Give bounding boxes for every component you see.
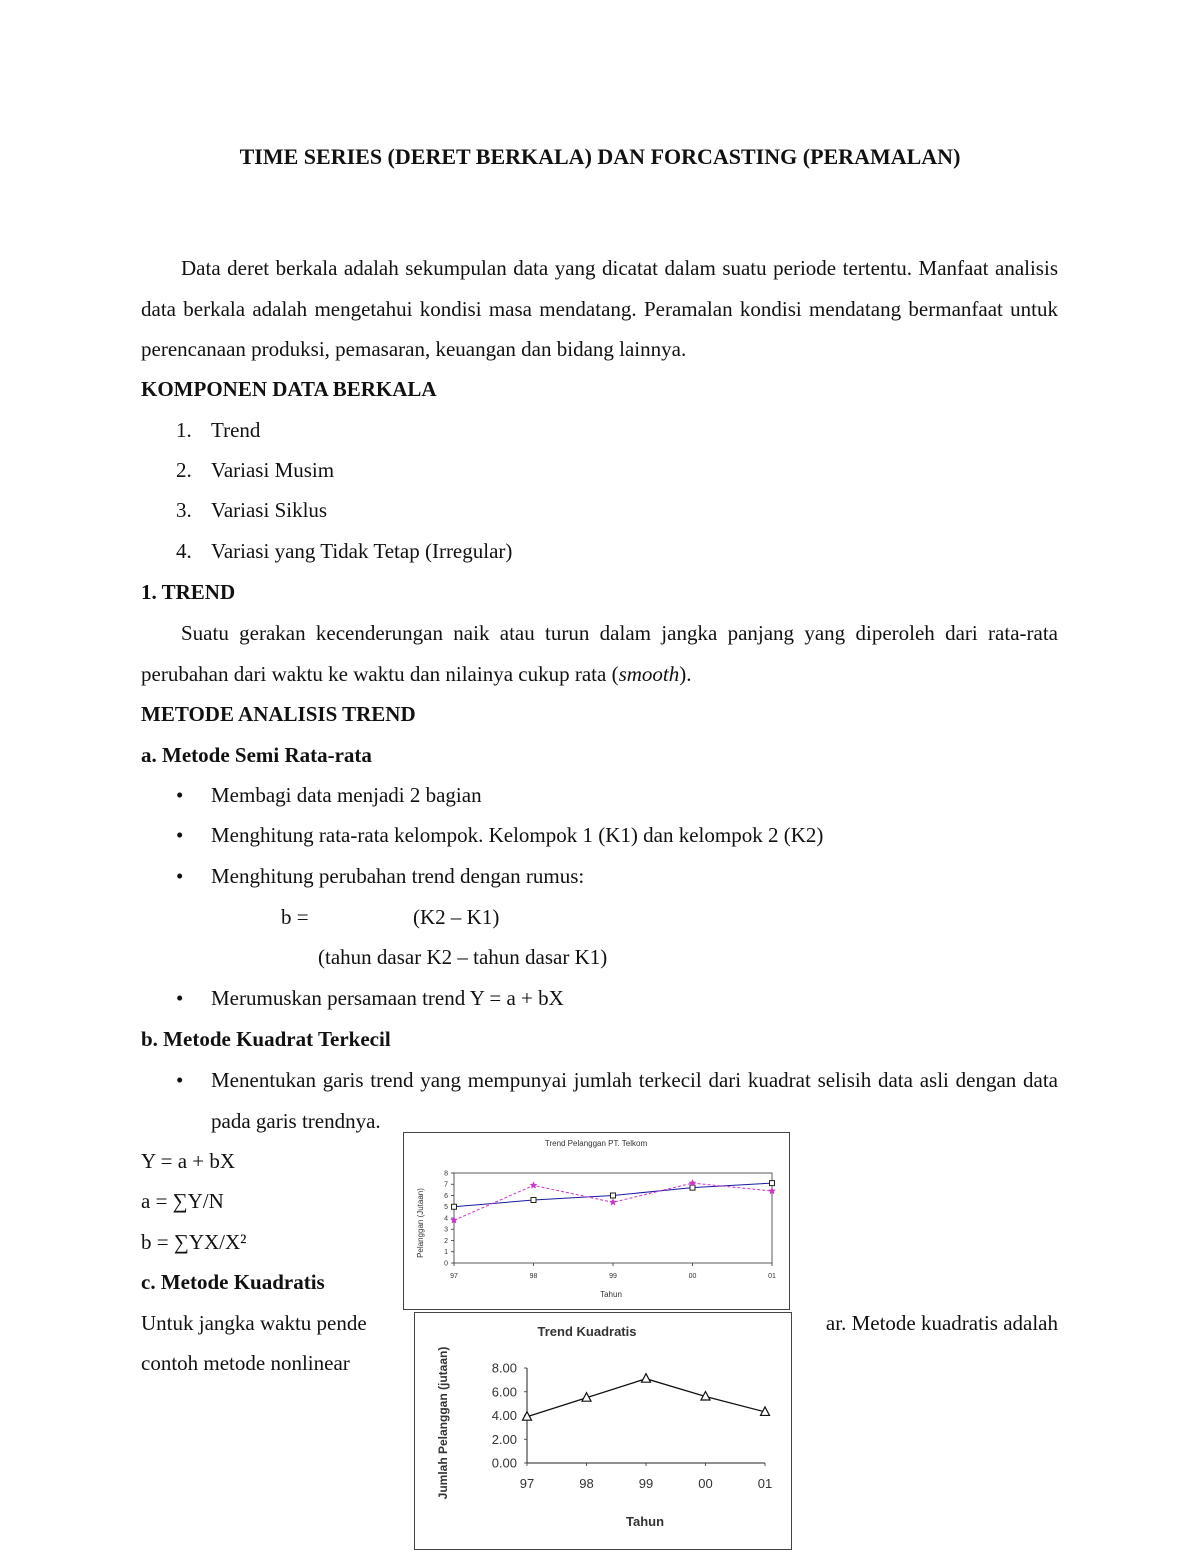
bullet-mark: • [176, 823, 184, 847]
bullet-text: Merumuskan persamaan trend Y = a + bX [211, 986, 564, 1010]
list-number: 3. [176, 498, 192, 522]
trend-italic: smooth [618, 661, 680, 686]
y-tick-label: 6.00 [491, 1384, 517, 1400]
y-tick-label: 4 [444, 1215, 448, 1223]
bullet-text: Menghitung rata-rata kelompok. Kelompok 1 (K1) dan kelompok 2 (K2) [211, 823, 824, 847]
y-tick-label: 7 [444, 1181, 448, 1189]
bullet-mark: • [176, 986, 184, 1010]
bullet-text: Membagi data menjadi 2 bagian [211, 783, 482, 807]
y-tick-label: 1 [444, 1249, 448, 1257]
x-axis-label: Tahun [600, 1290, 622, 1299]
komponen-heading: KOMPONEN DATA BERKALA [141, 377, 437, 401]
bullet-text: Menentukan garis trend yang mempunyai jumlah terkecil dari kuadrat selisih data asli dengan data pada garis trendnya. [211, 1068, 1058, 1133]
data-point [611, 1193, 616, 1198]
chart-title: Trend Pelanggan PT. Telkom [544, 1139, 648, 1148]
list-text: Variasi Siklus [211, 498, 328, 522]
kuadratis-text-line2: contoh metode nonlinear [141, 1351, 350, 1375]
list-number: 1. [176, 418, 192, 442]
formula-numerator: (K2 – K1) [413, 905, 500, 929]
y-tick-label: 2.00 [491, 1431, 517, 1447]
y-tick-label: 0.00 [491, 1455, 517, 1471]
bullet-text: Menghitung perubahan trend dengan rumus: [211, 864, 585, 888]
x-tick-label: 97 [519, 1476, 535, 1491]
chart-title: Trend Kuadratis [537, 1324, 637, 1339]
data-point [770, 1181, 775, 1186]
data-point [531, 1198, 536, 1203]
x-tick-label: 98 [579, 1476, 594, 1491]
x-tick-label: 01 [768, 1273, 776, 1280]
x-tick-label: 99 [609, 1273, 617, 1280]
x-tick-label: 00 [688, 1273, 697, 1280]
trend-paragraph [141, 613, 1058, 694]
chart-telkom [403, 1132, 790, 1310]
list-number: 2. [176, 458, 192, 482]
list-text: Variasi yang Tidak Tetap (Irregular) [211, 539, 513, 563]
y-tick-label: 0 [444, 1260, 448, 1268]
bullet-item [176, 1060, 1058, 1141]
y-tick-label: 2 [444, 1237, 448, 1245]
x-axis-label: Tahun [625, 1514, 665, 1529]
trend-text: Suatu gerakan kecenderungan naik atau turun dalam jangka panjang yang diperoleh dari rata-rata perubahan dari waktu ke waktu dan nilainya cukup rata ( [141, 621, 1058, 686]
formula-denominator: (tahun dasar K2 – tahun dasar K1) [318, 945, 608, 969]
y-tick-label: 8 [444, 1170, 448, 1178]
bullet-item [176, 861, 584, 891]
semi-heading: a. Metode Semi Rata-rata [141, 743, 372, 767]
list-text: Trend [211, 418, 261, 442]
data-point [642, 1374, 651, 1383]
bullet-mark: • [176, 783, 184, 807]
kuadratis-text-left: Untuk jangka waktu pende [141, 1311, 367, 1335]
bullet-item [176, 780, 482, 810]
trend-text-end: ). [679, 661, 692, 686]
equation-b: b = ∑YX/X² [141, 1230, 247, 1254]
chart-telkom-svg [404, 1133, 789, 1309]
intro-text: Data deret berkala adalah sekumpulan data yang dicatat dalam suatu periode tertentu. Manfaat analisis data berkala adalah mengetahui kondisi masa mendatang. Peramalan kondisi mendatang bermanfaat untuk perencanaan produksi, pemasaran, keuangan dan bidang lainnya. [141, 256, 1058, 361]
data-point [610, 1199, 617, 1205]
chart-kuadratis [414, 1312, 792, 1550]
metode-heading: METODE ANALISIS TREND [141, 702, 416, 726]
equation-y: Y = a + bX [141, 1149, 236, 1173]
series-line-1 [527, 1379, 765, 1417]
x-tick-label: 00 [698, 1476, 713, 1491]
y-tick-label: 3 [444, 1226, 448, 1234]
equation-a: a = ∑Y/N [141, 1189, 224, 1213]
list-item [176, 536, 512, 566]
bullet-item [176, 983, 564, 1013]
bullet-mark: • [176, 1068, 184, 1092]
bullet-item [176, 820, 823, 850]
y-axis-label: Jumlah Pelanggan (jutaan) [436, 1346, 450, 1500]
y-axis-label: Pelanggan (Jutaan) [416, 1188, 425, 1258]
data-point [452, 1204, 457, 1209]
formula-lhs: b = [281, 905, 309, 929]
page-title: TIME SERIES (DERET BERKALA) DAN FORCASTING (PERAMALAN) [239, 144, 961, 169]
kuadratis-heading: c. Metode Kuadratis [141, 1270, 325, 1294]
y-tick-label: 4.00 [491, 1408, 517, 1424]
trend-heading: 1. TREND [141, 580, 236, 604]
y-tick-label: 8.00 [491, 1360, 517, 1376]
x-tick-label: 98 [529, 1273, 538, 1280]
x-tick-label: 99 [638, 1476, 654, 1491]
y-tick-label: 6 [444, 1192, 448, 1200]
list-number: 4. [176, 539, 192, 563]
x-tick-label: 97 [450, 1273, 458, 1280]
chart-kuadratis-svg [415, 1313, 791, 1549]
list-text: Variasi Musim [211, 458, 335, 482]
kuadratis-text-right: ar. Metode kuadratis adalah [825, 1311, 1058, 1335]
data-point [530, 1182, 537, 1188]
kuadrat-terkecil-heading: b. Metode Kuadrat Terkecil [141, 1027, 391, 1051]
list-item [176, 495, 327, 525]
intro-paragraph [141, 248, 1058, 370]
x-tick-label: 01 [757, 1476, 773, 1491]
list-item [176, 455, 334, 485]
y-tick-label: 5 [444, 1204, 448, 1212]
bullet-mark: • [176, 864, 184, 888]
list-item [176, 415, 260, 445]
